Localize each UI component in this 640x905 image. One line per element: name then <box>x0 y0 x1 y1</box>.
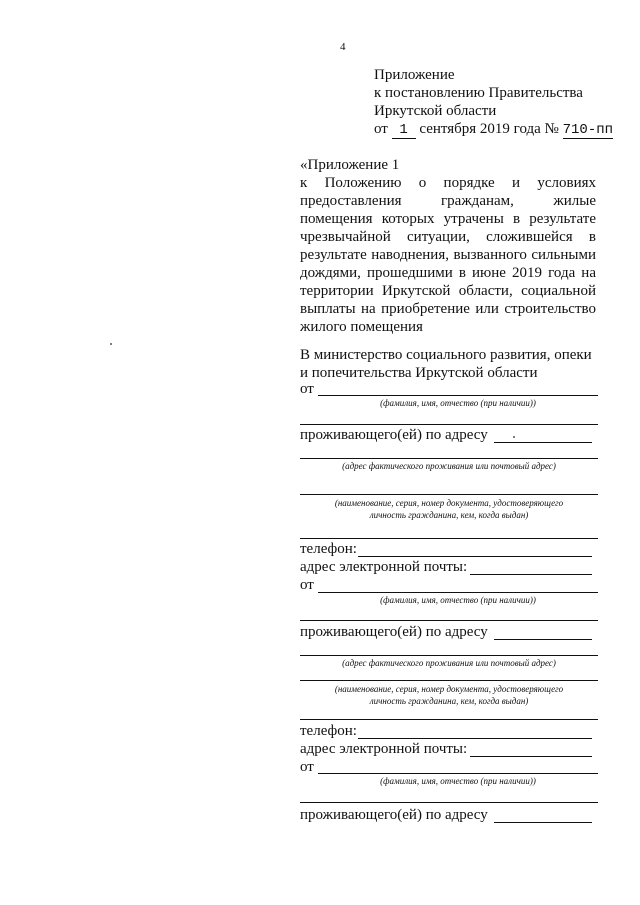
id-caption-1: (наименование, серия, номер документа, удостоверяющего <box>334 498 564 508</box>
id-continuation-line[interactable] <box>300 538 598 539</box>
addressee-line-1: В министерство социального развития, опеки <box>300 347 592 363</box>
residing-label: проживающего(ей) по адресу <box>300 427 488 443</box>
email-label: адрес электронной почты: <box>300 559 468 575</box>
annex-line-10: жилого помещения <box>300 319 423 335</box>
header-doc-number: 710-пп <box>562 122 614 138</box>
id-caption-2: личность гражданина, кем, когда выдан) <box>369 510 529 520</box>
name-continuation-line[interactable] <box>300 424 598 425</box>
header-date-rest: сентября 2019 года № <box>419 121 559 137</box>
id-document-line[interactable] <box>300 494 598 495</box>
header-region: Иркутской области <box>374 103 497 119</box>
annex-line-1: «Приложение 1 <box>300 157 400 173</box>
residing-label-2: проживающего(ей) по адресу <box>300 624 488 640</box>
annex-line-2: к Положению о порядке и условиях <box>300 175 596 191</box>
phone-label-2: телефон: <box>300 723 357 739</box>
id-caption-1-b: (наименование, серия, номер документа, удостоверяющего <box>334 684 564 694</box>
name-continuation-line-2[interactable] <box>300 620 598 621</box>
residing-label-3: проживающего(ей) по адресу <box>300 807 488 823</box>
id-continuation-line-2[interactable] <box>300 719 598 720</box>
id-caption-2-b: личность гражданина, кем, когда выдан) <box>369 696 529 706</box>
addressee-line-2: и попечительства Иркутской области <box>300 365 538 381</box>
phone-field-line[interactable] <box>358 556 592 557</box>
header-day: 1 <box>392 123 416 139</box>
annex-line-5: чрезвычайной ситуации, сложившейся в <box>300 229 596 245</box>
page-number: 4 <box>340 41 346 53</box>
header-decree: к постановлению Правительства <box>374 85 583 101</box>
scan-speck <box>513 436 515 438</box>
name-caption-2: (фамилия, имя, отчество (при наличии)) <box>380 595 536 605</box>
phone-field-line-2[interactable] <box>358 738 592 739</box>
address-caption-2: (адрес фактического проживания или почтовый адрес) <box>342 658 556 668</box>
header-date-line <box>374 120 613 139</box>
address-field-line-3[interactable] <box>494 822 592 823</box>
name-field-line[interactable] <box>318 395 598 396</box>
address-field-line-2[interactable] <box>494 639 592 640</box>
address-continuation-line[interactable] <box>300 458 598 459</box>
name-field-line-2[interactable] <box>318 592 598 593</box>
annex-line-8: территории Иркутской области, социальной <box>300 283 596 299</box>
from-label-3: от <box>300 759 314 775</box>
name-caption: (фамилия, имя, отчество (при наличии)) <box>380 398 536 408</box>
email-label-2: адрес электронной почты: <box>300 741 468 757</box>
annex-line-4: помещения которых утрачены в результате <box>300 211 596 227</box>
annex-line-7: дождями, прошедшими в июне 2019 года на <box>300 265 596 281</box>
name-caption-3: (фамилия, имя, отчество (при наличии)) <box>380 776 536 786</box>
name-field-line-3[interactable] <box>318 773 598 774</box>
annex-line-9: выплаты на приобретение или строительство <box>300 301 596 317</box>
address-field-line[interactable] <box>494 442 592 443</box>
id-document-line-2[interactable] <box>300 680 598 681</box>
header-title: Приложение <box>374 67 455 83</box>
email-field-line-2[interactable] <box>470 756 592 757</box>
scan-speck <box>110 343 112 345</box>
from-label: от <box>300 381 314 397</box>
email-field-line[interactable] <box>470 574 592 575</box>
from-label-2: от <box>300 577 314 593</box>
phone-label: телефон: <box>300 541 357 557</box>
address-caption: (адрес фактического проживания или почтовый адрес) <box>342 461 556 471</box>
address-continuation-line-2[interactable] <box>300 655 598 656</box>
name-continuation-line-3[interactable] <box>300 802 598 803</box>
annex-line-3: предоставления гражданам, жилые <box>300 193 596 209</box>
header-from-prefix: от <box>374 121 388 137</box>
annex-line-6: результате наводнения, вызванного сильными <box>300 247 596 263</box>
